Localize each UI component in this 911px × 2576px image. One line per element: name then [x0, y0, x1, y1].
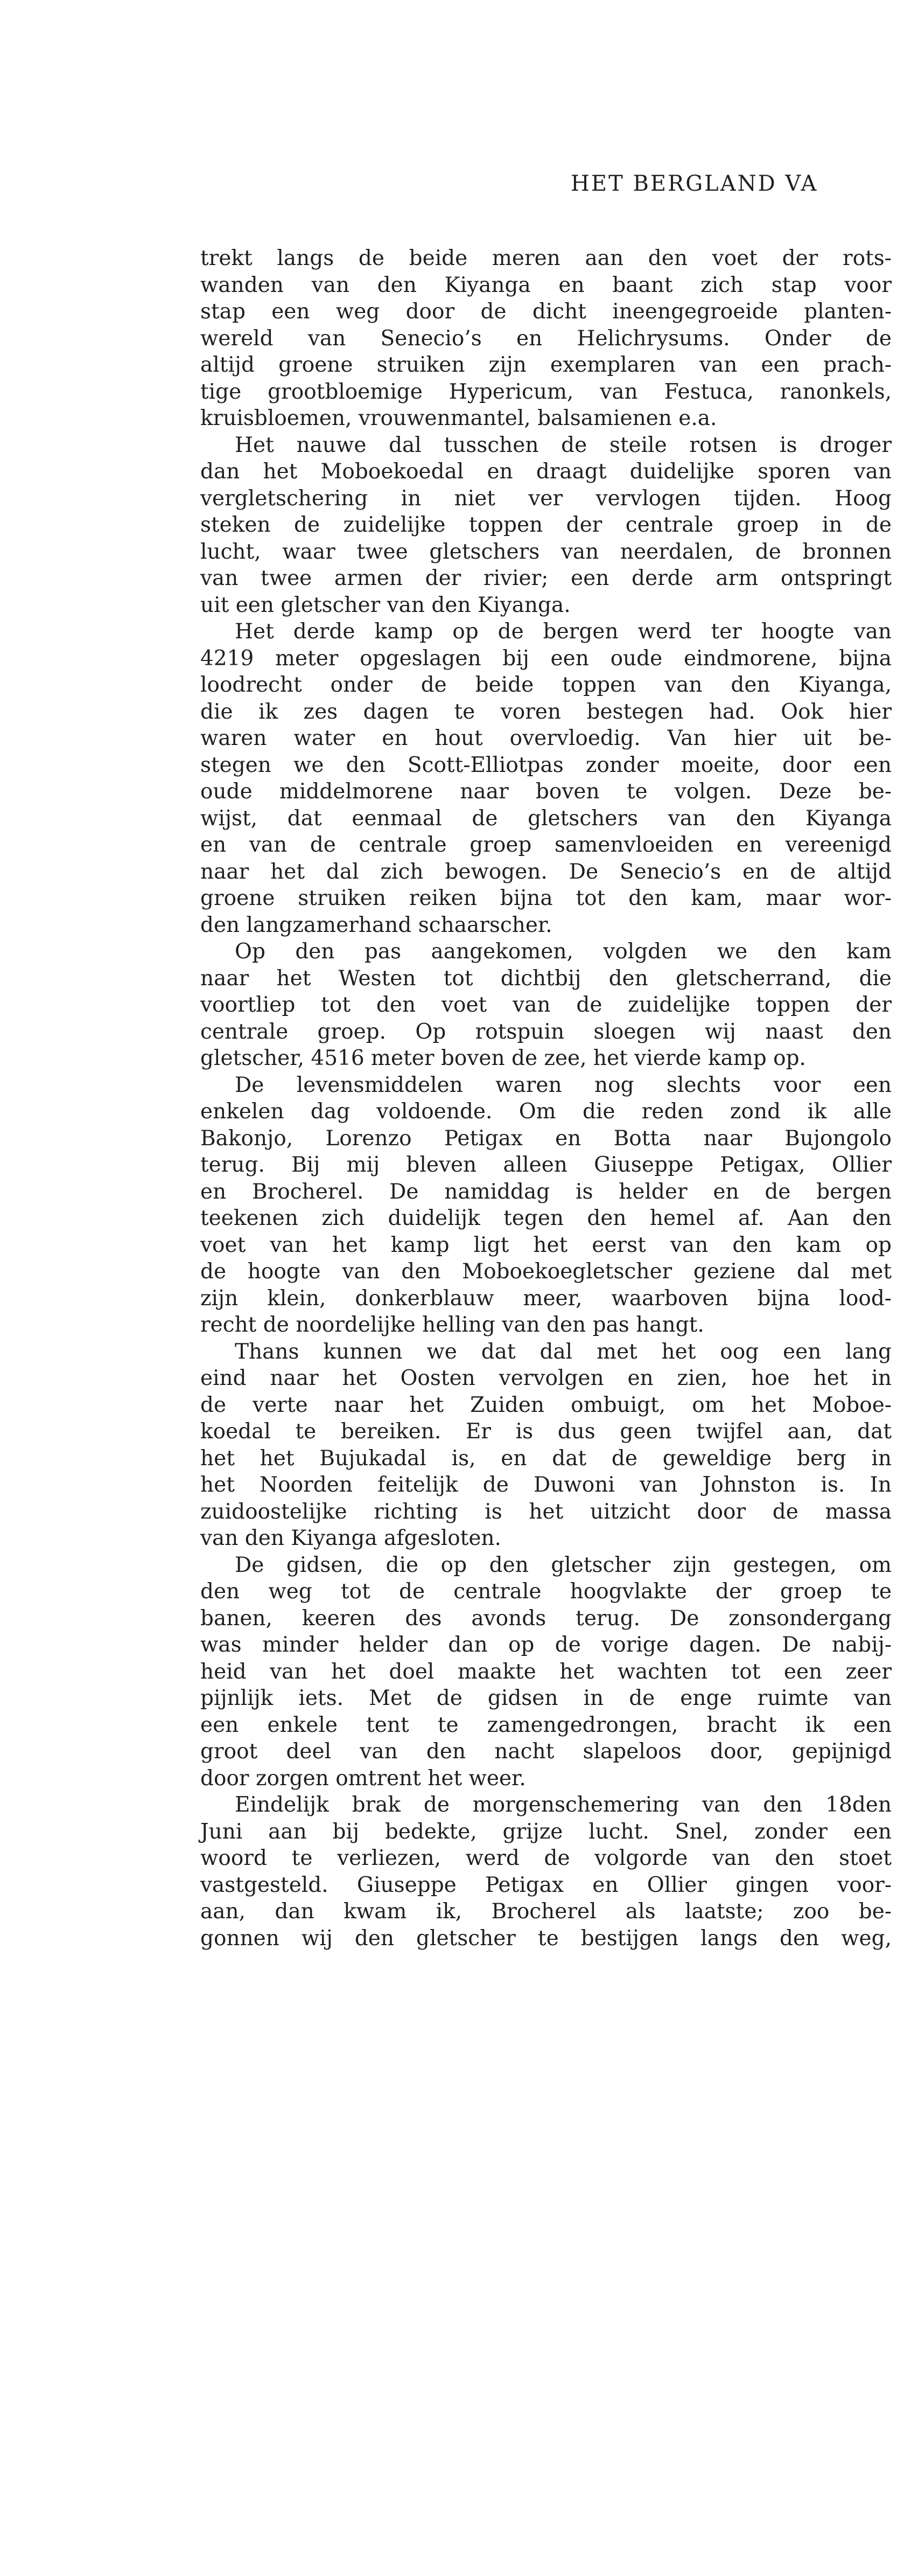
text-line: de hoogte van den Moboekoegletscher geziene dal met: [200, 1259, 892, 1284]
text-line: altijd groene struiken zijn exemplaren van een prach-: [200, 353, 892, 377]
text-line: het Noorden feitelijk de Duwoni van Johnston is. In: [200, 1473, 892, 1497]
text-line: oude middelmorene naar boven te volgen. Deze be-: [200, 779, 892, 804]
text-line: vergletschering in niet ver vervlogen tijden. Hoog: [200, 486, 892, 511]
text-line: voet van het kamp ligt het eerst van den kam op: [200, 1233, 892, 1257]
text-line: gonnen wij den gletscher te bestijgen langs den weg,: [200, 1926, 892, 1951]
text-line: de verte naar het Zuiden ombuigt, om het Moboe-: [200, 1393, 892, 1417]
text-line: een enkele tent te zamengedrongen, bracht ik een: [200, 1712, 892, 1737]
text-line: wereld van Senecio’s en Helichrysums. Onder de: [200, 326, 892, 351]
text-line: voortliep tot den voet van de zuidelijke toppen der: [200, 993, 892, 1017]
text-line: 4219 meter opgeslagen bij een oude eindmorene, bijna: [200, 646, 892, 671]
text-line: Eindelijk brak de morgenschemering van den 18den: [235, 1793, 892, 1817]
paragraph: [200, 245, 892, 432]
text-line: terug. Bij mij bleven alleen Giuseppe Petigax, Ollier: [200, 1153, 892, 1177]
text-line: enkelen dag voldoende. Om die reden zond ik alle: [200, 1099, 892, 1124]
text-line: vastgesteld. Giuseppe Petigax en Ollier gingen voor-: [200, 1872, 892, 1897]
text-line: den weg tot de centrale hoogvlakte der groep te: [200, 1579, 892, 1604]
text-line: steken de zuidelijke toppen der centrale groep in de: [200, 513, 892, 537]
text-line: groot deel van den nacht slapeloos door, gepijnigd: [200, 1739, 892, 1764]
running-head: HET BERGLAND VA: [571, 171, 818, 196]
text-line: was minder helder dan op de vorige dagen. De nabij-: [200, 1633, 892, 1657]
text-line: lucht, waar twee gletschers van neerdalen, de bronnen: [200, 539, 892, 564]
text-line: Het nauwe dal tusschen de steile rotsen is droger: [235, 433, 892, 457]
text-line: gletscher, 4516 meter boven de zee, het vierde kamp op.: [200, 1046, 806, 1070]
text-line: Thans kunnen we dat dal met het oog een lang: [235, 1339, 892, 1364]
text-line: recht de noordelijke helling van den pas hangt.: [200, 1313, 704, 1337]
text-line: Het derde kamp op de bergen werd ter hoogte van: [235, 619, 892, 644]
paragraph: [200, 618, 892, 938]
paragraph: [200, 938, 892, 1072]
body-text: [200, 245, 892, 1952]
text-line: loodrecht onder de beide toppen van den Kiyanga,: [200, 673, 892, 697]
text-line: woord te verliezen, werd de volgorde van den stoet: [200, 1846, 892, 1870]
paragraph: [200, 1339, 892, 1552]
text-line: banen, keeren des avonds terug. De zonsondergang: [200, 1606, 892, 1631]
text-line: en van de centrale groep samenvloeiden en vereenigd: [200, 833, 892, 857]
text-line: koedal te bereiken. Er is dus geen twijfel aan, dat: [200, 1419, 892, 1444]
text-line: dan het Moboekoedal en draagt duidelijke sporen van: [200, 459, 892, 484]
text-line: eind naar het Oosten vervolgen en zien, hoe het in: [200, 1366, 892, 1390]
text-line: heid van het doel maakte het wachten tot een zeer: [200, 1659, 892, 1684]
text-line: en Brocherel. De namiddag is helder en de bergen: [200, 1179, 892, 1204]
text-line: tige grootbloemige Hypericum, van Festuca, ranonkels,: [200, 379, 892, 404]
text-line: door zorgen omtrent het weer.: [200, 1766, 526, 1791]
text-line: pijnlijk iets. Met de gidsen in de enge ruimte van: [200, 1686, 892, 1710]
text-line: naar het dal zich bewogen. De Senecio’s en de altijd: [200, 859, 892, 884]
text-line: van twee armen der rivier; een derde arm ontspringt: [200, 566, 892, 590]
text-line: Juni aan bij bedekte, grijze lucht. Snel, zonder een: [200, 1819, 892, 1844]
paragraph: [200, 1792, 892, 1952]
text-line: die ik zes dagen te voren bestegen had. Ook hier: [200, 699, 892, 724]
text-line: van den Kiyanga afgesloten.: [200, 1526, 501, 1550]
text-line: teekenen zich duidelijk tegen den hemel af. Aan den: [200, 1206, 892, 1230]
text-line: groene struiken reiken bijna tot den kam, maar wor-: [200, 886, 892, 910]
paragraph: [200, 1552, 892, 1792]
text-line: De levensmiddelen waren nog slechts voor een: [235, 1073, 892, 1097]
text-line: centrale groep. Op rotspuin sloegen wij naast den: [200, 1019, 892, 1044]
paragraph: [200, 1072, 892, 1339]
text-line: zuidoostelijke richting is het uitzicht door de massa: [200, 1499, 892, 1524]
text-line: stap een weg door de dicht ineengegroeide planten-: [200, 300, 892, 324]
text-line: uit een gletscher van den Kiyanga.: [200, 593, 571, 617]
text-line: aan, dan kwam ik, Brocherel als laatste; zoo be-: [200, 1899, 892, 1924]
text-line: Op den pas aangekomen, volgden we den kam: [235, 939, 892, 964]
text-line: waren water en hout overvloedig. Van hier uit be-: [200, 726, 892, 750]
text-line: trekt langs de beide meren aan den voet der rots-: [200, 246, 892, 270]
text-line: stegen we den Scott-Elliotpas zonder moeite, door een: [200, 753, 892, 777]
text-line: naar het Westen tot dichtbij den gletscherrand, die: [200, 966, 892, 991]
text-line: Bakonjo, Lorenzo Petigax en Botta naar Bujongolo: [200, 1126, 892, 1151]
paragraph: [200, 432, 892, 619]
text-line: wanden van den Kiyanga en baant zich stap voor: [200, 273, 892, 297]
text-line: zijn klein, donkerblauw meer, waarboven bijna lood-: [200, 1286, 892, 1311]
text-line: De gidsen, die op den gletscher zijn gestegen, om: [235, 1552, 892, 1577]
text-line: kruisbloemen, vrouwenmantel, balsamienen e.a.: [200, 406, 717, 430]
text-line: wijst, dat eenmaal de gletschers van den Kiyanga: [200, 806, 892, 831]
text-line: den langzamerhand schaarscher.: [200, 913, 552, 937]
text-line: het het Bujukadal is, en dat de geweldige berg in: [200, 1446, 892, 1471]
